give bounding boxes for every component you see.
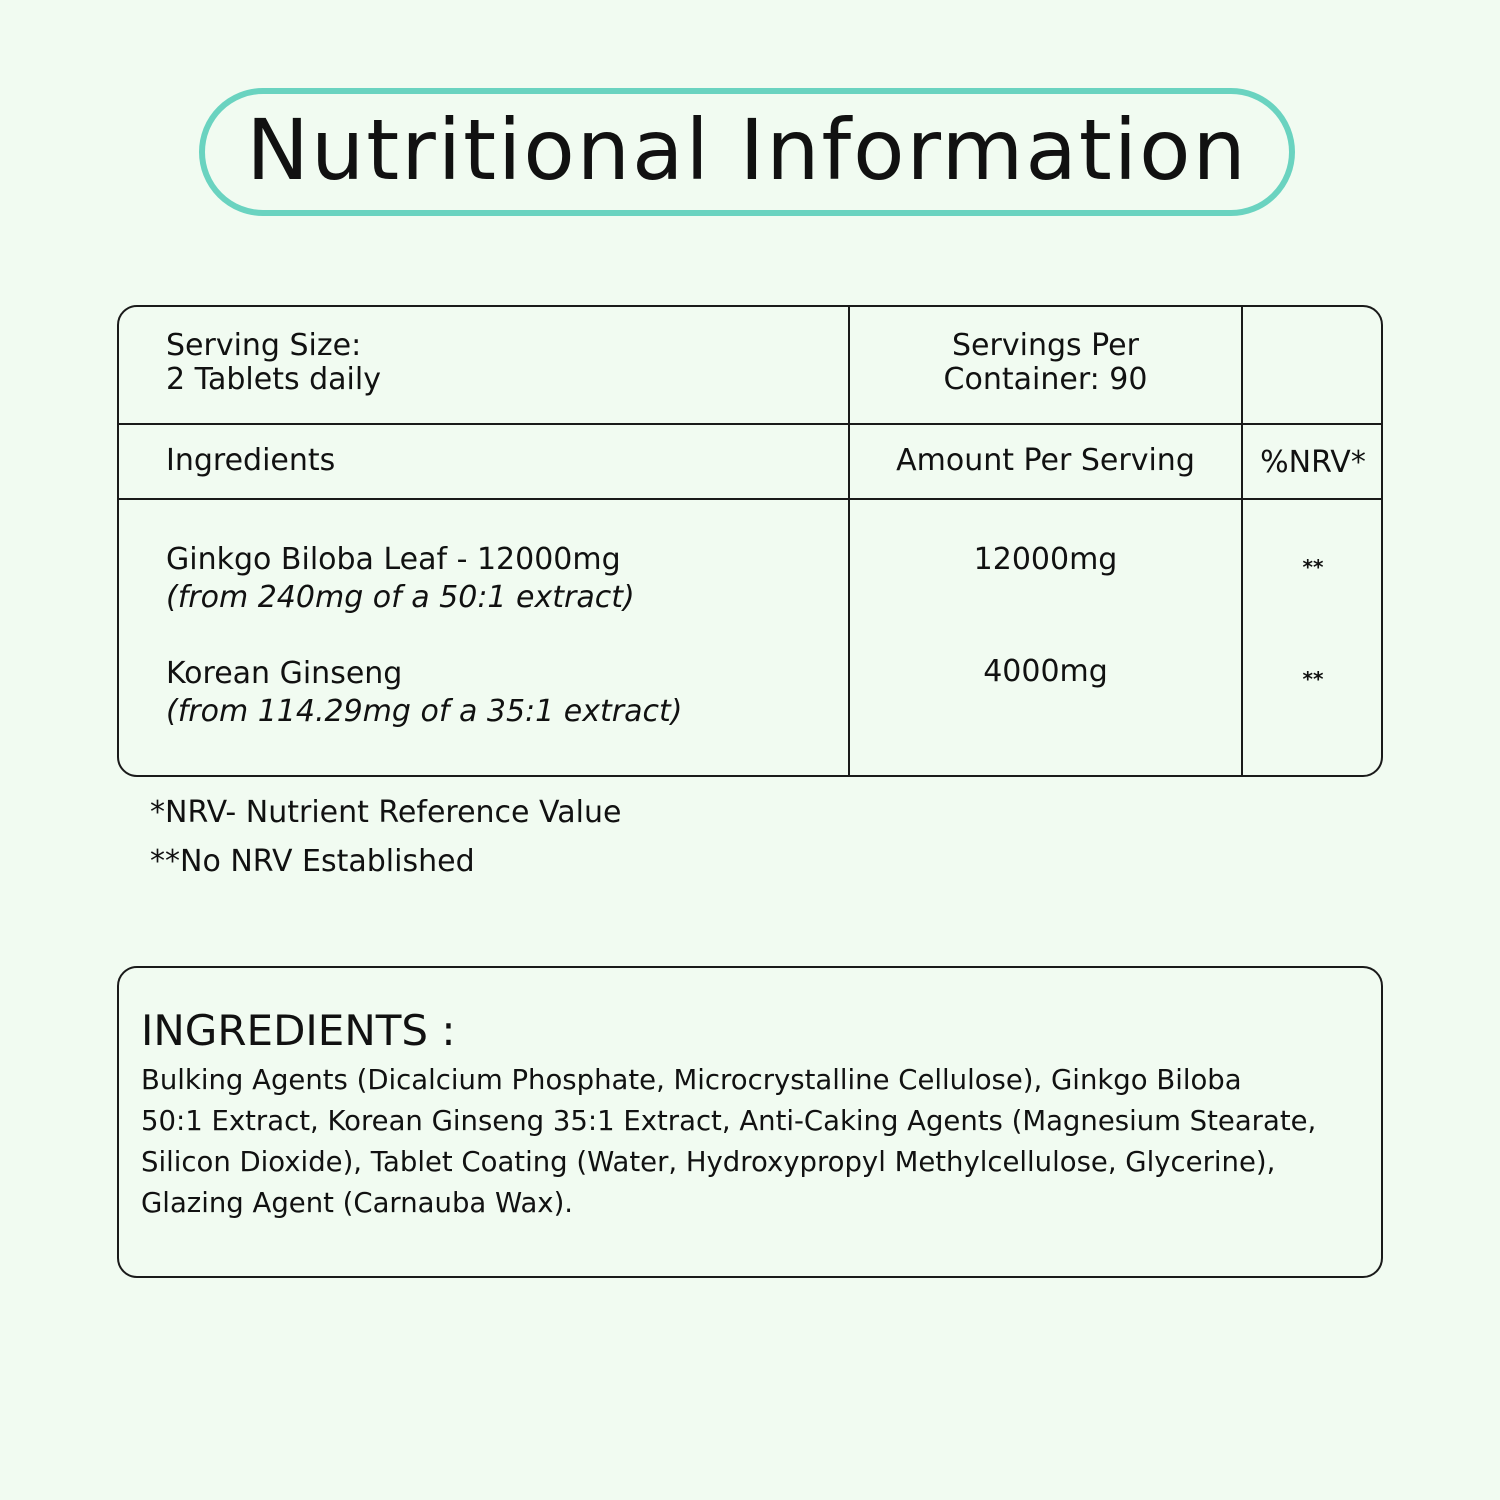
serving-size-value: 2 Tablets daily bbox=[166, 362, 381, 397]
ingredients-heading: INGREDIENTS : bbox=[141, 1006, 456, 1055]
nrv-value: ** bbox=[1302, 555, 1324, 579]
ingredient-name: Ginkgo Biloba Leaf - 12000mg bbox=[166, 542, 621, 577]
serving-size-label: Serving Size: bbox=[166, 328, 362, 363]
column-divider-2 bbox=[1241, 307, 1243, 775]
ingredients-line: 50:1 Extract, Korean Ginseng 35:1 Extract, Anti-Caking Agents (Magnesium Stearate, bbox=[141, 1105, 1317, 1137]
ingredients-box bbox=[117, 966, 1383, 1278]
ingredient-name: Korean Ginseng bbox=[166, 656, 403, 691]
row-divider-1 bbox=[119, 423, 1381, 425]
amount-value: 12000mg bbox=[973, 542, 1118, 577]
serving-size-cell bbox=[166, 329, 381, 397]
table-row bbox=[166, 657, 682, 729]
ingredients-line: Silicon Dioxide), Tablet Coating (Water, Hydroxypropyl Methylcellulose, Glycerine), bbox=[141, 1146, 1276, 1178]
table-row bbox=[166, 543, 635, 615]
servings-per-container-cell bbox=[850, 329, 1241, 397]
nutrition-table bbox=[117, 305, 1383, 777]
title-banner bbox=[199, 88, 1295, 216]
header-amount-per-serving: Amount Per Serving bbox=[896, 443, 1195, 478]
page-title: Nutritional Information bbox=[246, 101, 1248, 199]
nrv-value: ** bbox=[1302, 667, 1324, 691]
footnote-no-nrv: **No NRV Established bbox=[150, 844, 475, 879]
amount-value: 4000mg bbox=[983, 654, 1108, 689]
footnote-nrv: *NRV- Nutrient Reference Value bbox=[150, 795, 622, 830]
ingredients-line: Bulking Agents (Dicalcium Phosphate, Microcrystalline Cellulose), Ginkgo Biloba bbox=[141, 1064, 1242, 1096]
ingredients-list bbox=[141, 1060, 1361, 1224]
servings-per-line-1: Servings Per bbox=[952, 328, 1139, 363]
header-nrv: %NRV* bbox=[1260, 445, 1366, 480]
ingredients-line: Glazing Agent (Carnauba Wax). bbox=[141, 1187, 574, 1219]
row-divider-2 bbox=[119, 498, 1381, 500]
servings-per-line-2: Container: 90 bbox=[943, 362, 1148, 397]
header-ingredients: Ingredients bbox=[166, 443, 336, 478]
ingredient-detail: (from 114.29mg of a 35:1 extract) bbox=[166, 694, 683, 729]
ingredient-detail: (from 240mg of a 50:1 extract) bbox=[166, 580, 635, 615]
